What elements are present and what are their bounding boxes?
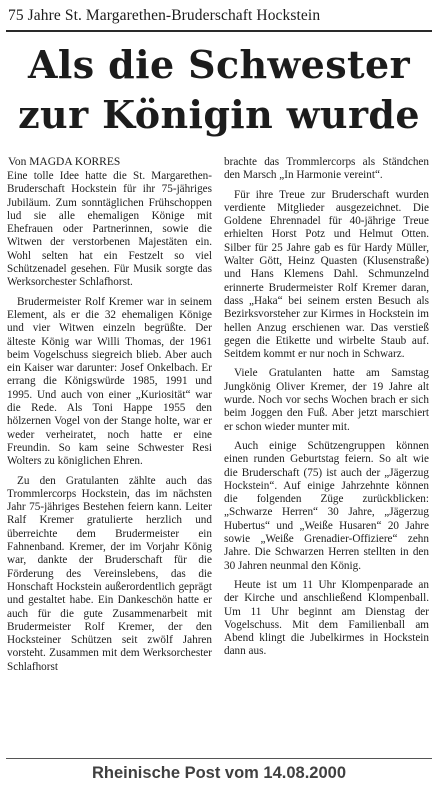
headline-line-1: Als die Schwester [28,42,410,87]
paragraph: Zu den Gratulanten zählte auch das Trommlercorps Hockstein, das im nächsten Jahr 75-jähriges Bestehen feiern kann. Leiter Ralf Kremer gratulierte herzlich und überreichte dem Brudermeister ein Fahnenband. Kremer, der im Vorjahr König war, dankte der Bruderschaft für die Förderung des Vereinslebens, das die Honschaft Hockstein außerordentlich geprägt und gestaltet habe. Ein Dankeschön hatte er auch für die gute Zusammenarbeit mit Brudermeister Rolf Kremer, der den Hocksteiner Schützen seit zwölf Jahren vorsteht. Zusammen mit dem Werksorchester Schlafhorst [7,474,212,673]
article-column-right [224,156,429,665]
paragraph: brachte das Trommlercorps als Ständchen den Marsch „In Harmonie vereint“. [224,156,429,182]
paragraph: Viele Gratulanten hatte am Samstag Jungkönig Oliver Kremer, der 19 Jahre alt wurde. Noch vor sechs Wochen brach er sich beim Joggen den Fuß. Aber jetzt marschiert er schon wieder munter mit. [224,367,429,433]
paragraph: Brudermeister Rolf Kremer war in seinem Element, als er die 32 ehemaligen Könige und vier Witwen einzeln begrüßte. Der älteste König war Willi Thomas, der 1961 beim Vogelschuss siegreich blieb. Aber auch ein Kaiser war darunter: Josef Onkelbach. Er errang die Königswürde 1985, 1991 und 1995. Und auch von einer „Kuriosität“ war die Rede. Als Toni Happe 1955 den hölzernen Vogel von der Stange holte, war er weder verheiratet, noch hatte er eine Freundin. So kam seine Schwester Resi Wolters zu königlichen Ehren. [7,295,212,468]
byline: Von MAGDA KORRES [8,156,121,168]
paragraph: Eine tolle Idee hatte die St. Margarethen-Bruderschaft Hockstein für ihr 75-jähriges Jubiläum. Zum sonntäglichen Frühschoppen lud sie alle ehemaligen Könige mit Ehefrauen oder Partnerinnen, sowie die Witwen der verstorbenen Majestäten ein. Wohl selten hat ein Festzelt so viel Schützenadel gesehen. Für Musik sorgte das Werksorchester Schlafhorst. [7,170,212,289]
bottom-rule [6,758,432,759]
source-caption: Rheinische Post vom 14.08.2000 [91,764,347,782]
top-rule [6,30,432,32]
headline-line-2: zur Königin wurde [18,92,420,137]
paragraph: Für ihre Treue zur Bruderschaft wurden verdiente Mitglieder ausgezeichnet. Die Goldene Ehrennadel für 40-jährige Treue erhielten Horst Potz und Helmut Otten. Silber für 25 Jahre gab es für Hardy Müller, Walter Gött, Heinz Quasten (Klusenstraße) und Hans Klemens Dahl. Schmunzelnd erinnerte Brudermeister Rolf Kremer daran, dass „Haka“ bei seinem ersten Besuch als Bezirksvorsteher zur Kirmes in Hockstein im hellen Anzug erschienen war. Das verstieß gegen die Etikette und wirbelte Staub auf. Seitdem kommt er nur noch in Schwarz. [224,188,429,361]
paragraph: Auch einige Schützengruppen können einen runden Geburtstag feiern. So alt wie die Bruderschaft (75) ist auch der „Jägerzug Hockstein“. Auf einige Jahrzehnte können die folgenden Züge zurückblicken: „Schwarze Herren“ 30 Jahre, „Jägerzug Hubertus“ und „Weiße Husaren“ 20 Jahre sowie „Weiße Grenadier-Offiziere“ zehn Jahre. Die Schwarzen Herren stellten in den 30 Jahren neunmal den König. [224,439,429,572]
article-column-left [7,170,212,680]
paragraph: Heute ist um 11 Uhr Klompenparade an der Kirche und anschließend Klompenball. Um 11 Uhr beginnt am Dienstag der Vogelschuss. Mit dem Familienball am Abend klingt die Jubelkirmes in Hockstein dann aus. [224,578,429,658]
kicker-line: 75 Jahre St. Margarethen-Bruderschaft Hockstein [8,7,321,24]
